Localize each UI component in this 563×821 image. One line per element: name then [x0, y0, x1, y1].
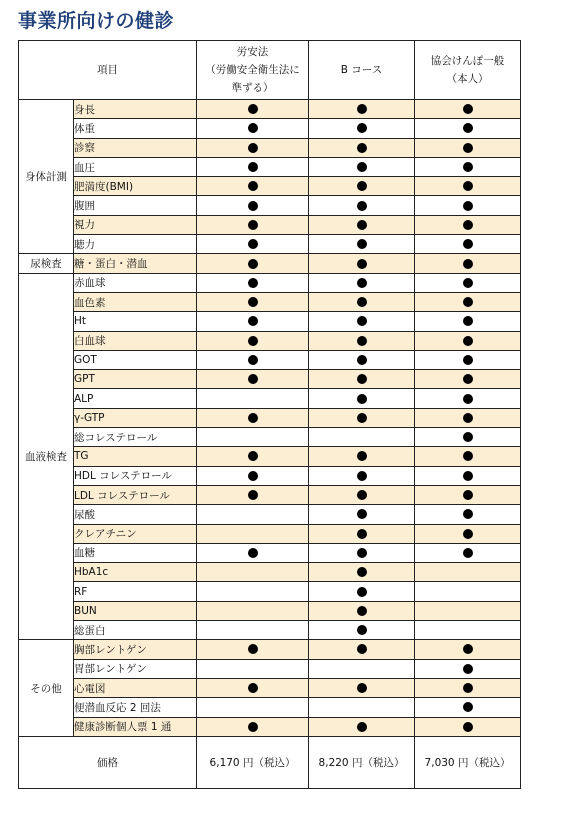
table-row [19, 582, 521, 601]
mark-cell-kyokai-kenpo [415, 563, 521, 582]
included-dot-icon [248, 316, 258, 326]
mark-cell-anzenho [197, 157, 309, 176]
category-body: 身体計測 [19, 100, 74, 254]
included-dot-icon [248, 259, 258, 269]
included-dot-icon [463, 644, 473, 654]
mark-cell-b-course [309, 292, 415, 311]
included-dot-icon [357, 548, 367, 558]
included-dot-icon [357, 490, 367, 500]
mark-cell-kyokai-kenpo [415, 524, 521, 543]
mark-cell-anzenho [197, 466, 309, 485]
table-row [19, 621, 521, 640]
table-body [19, 100, 521, 789]
price-kyokai-kenpo: 7,030 円（税込） [415, 736, 521, 788]
table-row [19, 215, 521, 234]
mark-cell-anzenho [197, 601, 309, 620]
table-row [19, 601, 521, 620]
mark-cell-anzenho [197, 505, 309, 524]
included-dot-icon [248, 336, 258, 346]
mark-cell-b-course [309, 254, 415, 273]
mark-cell-b-course [309, 215, 415, 234]
table-row [19, 543, 521, 562]
included-dot-icon [463, 394, 473, 404]
price-label: 価格 [19, 736, 197, 788]
item-label: 胸部レントゲン [74, 640, 197, 659]
item-label: 血圧 [74, 157, 197, 176]
included-dot-icon [463, 432, 473, 442]
included-dot-icon [463, 336, 473, 346]
included-dot-icon [357, 181, 367, 191]
table-row [19, 678, 521, 697]
included-dot-icon [463, 104, 473, 114]
mark-cell-anzenho [197, 370, 309, 389]
mark-cell-b-course [309, 312, 415, 331]
table-row [19, 196, 521, 215]
mark-cell-anzenho [197, 138, 309, 157]
included-dot-icon [357, 451, 367, 461]
included-dot-icon [357, 394, 367, 404]
included-dot-icon [463, 239, 473, 249]
header-anzenho-line2: （労働安全衛生法に [205, 64, 300, 76]
header-kyokai-line1: 協会けんぽ一般 [430, 55, 505, 67]
mark-cell-b-course [309, 601, 415, 620]
mark-cell-b-course [309, 350, 415, 369]
table-row [19, 717, 521, 736]
item-label: 視力 [74, 215, 197, 234]
table-row [19, 292, 521, 311]
mark-cell-kyokai-kenpo [415, 447, 521, 466]
included-dot-icon [248, 490, 258, 500]
included-dot-icon [357, 722, 367, 732]
item-label: BUN [74, 601, 197, 620]
mark-cell-anzenho [197, 389, 309, 408]
header-anzenho-line3: 準ずる） [231, 82, 274, 94]
included-dot-icon [463, 355, 473, 365]
included-dot-icon [248, 297, 258, 307]
mark-cell-b-course [309, 582, 415, 601]
item-label: 診察 [74, 138, 197, 157]
mark-cell-kyokai-kenpo [415, 717, 521, 736]
mark-cell-b-course [309, 505, 415, 524]
mark-cell-kyokai-kenpo [415, 408, 521, 427]
included-dot-icon [357, 316, 367, 326]
mark-cell-kyokai-kenpo [415, 273, 521, 292]
included-dot-icon [463, 123, 473, 133]
table-header-row [19, 41, 521, 100]
item-label: 総蛋白 [74, 621, 197, 640]
mark-cell-kyokai-kenpo [415, 215, 521, 234]
mark-cell-anzenho [197, 563, 309, 582]
table-row [19, 466, 521, 485]
table-row [19, 100, 521, 119]
price-b-course: 8,220 円（税込） [309, 736, 415, 788]
included-dot-icon [357, 471, 367, 481]
item-label: 白血球 [74, 331, 197, 350]
included-dot-icon [357, 355, 367, 365]
mark-cell-b-course [309, 370, 415, 389]
included-dot-icon [463, 451, 473, 461]
included-dot-icon [357, 123, 367, 133]
included-dot-icon [248, 181, 258, 191]
included-dot-icon [248, 104, 258, 114]
item-label: γ-GTP [74, 408, 197, 427]
included-dot-icon [463, 374, 473, 384]
mark-cell-anzenho [197, 273, 309, 292]
mark-cell-anzenho [197, 485, 309, 504]
included-dot-icon [248, 471, 258, 481]
included-dot-icon [248, 162, 258, 172]
table-row [19, 447, 521, 466]
mark-cell-b-course [309, 100, 415, 119]
mark-cell-b-course [309, 466, 415, 485]
included-dot-icon [357, 606, 367, 616]
mark-cell-anzenho [197, 717, 309, 736]
mark-cell-anzenho [197, 698, 309, 717]
mark-cell-anzenho [197, 100, 309, 119]
included-dot-icon [463, 143, 473, 153]
included-dot-icon [248, 220, 258, 230]
item-label: RF [74, 582, 197, 601]
table-row [19, 408, 521, 427]
category-urine: 尿検査 [19, 254, 74, 273]
item-label: 腹囲 [74, 196, 197, 215]
included-dot-icon [248, 278, 258, 288]
mark-cell-b-course [309, 621, 415, 640]
included-dot-icon [357, 143, 367, 153]
mark-cell-anzenho [197, 408, 309, 427]
mark-cell-kyokai-kenpo [415, 698, 521, 717]
mark-cell-anzenho [197, 582, 309, 601]
table-row [19, 235, 521, 254]
mark-cell-kyokai-kenpo [415, 177, 521, 196]
table-row [19, 505, 521, 524]
checkup-table [18, 40, 521, 789]
mark-cell-b-course [309, 428, 415, 447]
table-row [19, 428, 521, 447]
table-row [19, 563, 521, 582]
mark-cell-kyokai-kenpo [415, 543, 521, 562]
included-dot-icon [463, 722, 473, 732]
item-label: GOT [74, 350, 197, 369]
item-label: TG [74, 447, 197, 466]
included-dot-icon [248, 451, 258, 461]
mark-cell-anzenho [197, 640, 309, 659]
included-dot-icon [357, 220, 367, 230]
included-dot-icon [357, 625, 367, 635]
mark-cell-anzenho [197, 119, 309, 138]
mark-cell-b-course [309, 177, 415, 196]
mark-cell-anzenho [197, 678, 309, 697]
item-label: 総コレステロール [74, 428, 197, 447]
included-dot-icon [248, 123, 258, 133]
item-label: 肥満度(BMI) [74, 177, 197, 196]
included-dot-icon [463, 278, 473, 288]
table-row [19, 524, 521, 543]
included-dot-icon [357, 239, 367, 249]
included-dot-icon [357, 509, 367, 519]
included-dot-icon [463, 201, 473, 211]
mark-cell-anzenho [197, 331, 309, 350]
item-label: LDL コレステロール [74, 485, 197, 504]
included-dot-icon [463, 548, 473, 558]
mark-cell-anzenho [197, 254, 309, 273]
mark-cell-kyokai-kenpo [415, 292, 521, 311]
mark-cell-kyokai-kenpo [415, 428, 521, 447]
included-dot-icon [463, 162, 473, 172]
table-row [19, 312, 521, 331]
mark-cell-kyokai-kenpo [415, 389, 521, 408]
mark-cell-b-course [309, 196, 415, 215]
mark-cell-kyokai-kenpo [415, 312, 521, 331]
item-label: GPT [74, 370, 197, 389]
mark-cell-kyokai-kenpo [415, 621, 521, 640]
included-dot-icon [357, 104, 367, 114]
table-row [19, 659, 521, 678]
item-label: 身長 [74, 100, 197, 119]
item-label: HbA1c [74, 563, 197, 582]
mark-cell-b-course [309, 138, 415, 157]
header-anzenho [197, 41, 309, 100]
mark-cell-kyokai-kenpo [415, 138, 521, 157]
table-row [19, 640, 521, 659]
mark-cell-kyokai-kenpo [415, 370, 521, 389]
included-dot-icon [463, 259, 473, 269]
mark-cell-kyokai-kenpo [415, 331, 521, 350]
table-row [19, 177, 521, 196]
included-dot-icon [357, 162, 367, 172]
table-row [19, 485, 521, 504]
included-dot-icon [357, 644, 367, 654]
item-label: 健康診断個人票 1 通 [74, 717, 197, 736]
mark-cell-kyokai-kenpo [415, 505, 521, 524]
mark-cell-anzenho [197, 659, 309, 678]
mark-cell-b-course [309, 447, 415, 466]
header-kyokai-line2: （本人） [446, 73, 489, 85]
item-label: Ht [74, 312, 197, 331]
header-b-course: B コース [309, 41, 415, 100]
included-dot-icon [357, 278, 367, 288]
item-label: 赤血球 [74, 273, 197, 292]
table-row [19, 370, 521, 389]
mark-cell-anzenho [197, 235, 309, 254]
included-dot-icon [463, 683, 473, 693]
item-label: 血糖 [74, 543, 197, 562]
included-dot-icon [248, 722, 258, 732]
included-dot-icon [357, 529, 367, 539]
included-dot-icon [463, 181, 473, 191]
mark-cell-kyokai-kenpo [415, 235, 521, 254]
mark-cell-kyokai-kenpo [415, 582, 521, 601]
mark-cell-anzenho [197, 292, 309, 311]
mark-cell-b-course [309, 331, 415, 350]
item-label: 聴力 [74, 235, 197, 254]
mark-cell-b-course [309, 698, 415, 717]
included-dot-icon [463, 220, 473, 230]
item-label: 尿酸 [74, 505, 197, 524]
item-label: 便潜血反応 2 回法 [74, 698, 197, 717]
item-label: クレアチニン [74, 524, 197, 543]
mark-cell-kyokai-kenpo [415, 100, 521, 119]
included-dot-icon [463, 316, 473, 326]
mark-cell-kyokai-kenpo [415, 254, 521, 273]
included-dot-icon [357, 413, 367, 423]
included-dot-icon [248, 548, 258, 558]
table-row [19, 138, 521, 157]
included-dot-icon [463, 702, 473, 712]
mark-cell-anzenho [197, 428, 309, 447]
included-dot-icon [248, 201, 258, 211]
included-dot-icon [357, 587, 367, 597]
mark-cell-kyokai-kenpo [415, 601, 521, 620]
header-anzenho-line1: 労安法 [236, 46, 269, 58]
item-label: 胃部レントゲン [74, 659, 197, 678]
mark-cell-kyokai-kenpo [415, 119, 521, 138]
included-dot-icon [357, 201, 367, 211]
mark-cell-anzenho [197, 524, 309, 543]
mark-cell-anzenho [197, 312, 309, 331]
mark-cell-b-course [309, 273, 415, 292]
included-dot-icon [248, 355, 258, 365]
mark-cell-b-course [309, 659, 415, 678]
included-dot-icon [463, 664, 473, 674]
table-row [19, 254, 521, 273]
table-row [19, 331, 521, 350]
mark-cell-anzenho [197, 350, 309, 369]
included-dot-icon [357, 374, 367, 384]
included-dot-icon [248, 683, 258, 693]
item-label: 心電図 [74, 678, 197, 697]
included-dot-icon [463, 529, 473, 539]
mark-cell-kyokai-kenpo [415, 640, 521, 659]
included-dot-icon [248, 143, 258, 153]
price-row [19, 736, 521, 788]
mark-cell-b-course [309, 235, 415, 254]
included-dot-icon [357, 683, 367, 693]
mark-cell-b-course [309, 408, 415, 427]
mark-cell-kyokai-kenpo [415, 350, 521, 369]
included-dot-icon [463, 490, 473, 500]
mark-cell-kyokai-kenpo [415, 485, 521, 504]
table-row [19, 698, 521, 717]
mark-cell-kyokai-kenpo [415, 466, 521, 485]
item-label: 体重 [74, 119, 197, 138]
mark-cell-b-course [309, 157, 415, 176]
mark-cell-anzenho [197, 543, 309, 562]
included-dot-icon [248, 644, 258, 654]
price-anzenho: 6,170 円（税込） [197, 736, 309, 788]
mark-cell-b-course [309, 717, 415, 736]
item-label: ALP [74, 389, 197, 408]
mark-cell-kyokai-kenpo [415, 196, 521, 215]
mark-cell-anzenho [197, 447, 309, 466]
included-dot-icon [463, 471, 473, 481]
mark-cell-kyokai-kenpo [415, 678, 521, 697]
mark-cell-b-course [309, 678, 415, 697]
included-dot-icon [463, 297, 473, 307]
included-dot-icon [463, 509, 473, 519]
included-dot-icon [463, 413, 473, 423]
table-row [19, 119, 521, 138]
mark-cell-b-course [309, 563, 415, 582]
item-label: HDL コレステロール [74, 466, 197, 485]
mark-cell-kyokai-kenpo [415, 157, 521, 176]
mark-cell-anzenho [197, 215, 309, 234]
header-kyokai-kenpo [415, 41, 521, 100]
mark-cell-b-course [309, 389, 415, 408]
table-row [19, 389, 521, 408]
item-label: 糖・蛋白・潜血 [74, 254, 197, 273]
mark-cell-b-course [309, 524, 415, 543]
mark-cell-anzenho [197, 621, 309, 640]
included-dot-icon [248, 413, 258, 423]
table-row [19, 350, 521, 369]
included-dot-icon [357, 259, 367, 269]
included-dot-icon [357, 336, 367, 346]
included-dot-icon [357, 297, 367, 307]
header-item: 項目 [19, 41, 197, 100]
mark-cell-kyokai-kenpo [415, 659, 521, 678]
mark-cell-anzenho [197, 196, 309, 215]
page-title: 事業所向けの健診 [18, 10, 175, 32]
category-blood: 血液検査 [19, 273, 74, 640]
item-label: 血色素 [74, 292, 197, 311]
mark-cell-anzenho [197, 177, 309, 196]
category-other: その他 [19, 640, 74, 736]
table-row [19, 157, 521, 176]
mark-cell-b-course [309, 119, 415, 138]
included-dot-icon [248, 374, 258, 384]
included-dot-icon [357, 567, 367, 577]
mark-cell-b-course [309, 640, 415, 659]
mark-cell-b-course [309, 543, 415, 562]
mark-cell-b-course [309, 485, 415, 504]
included-dot-icon [248, 239, 258, 249]
table-row [19, 273, 521, 292]
